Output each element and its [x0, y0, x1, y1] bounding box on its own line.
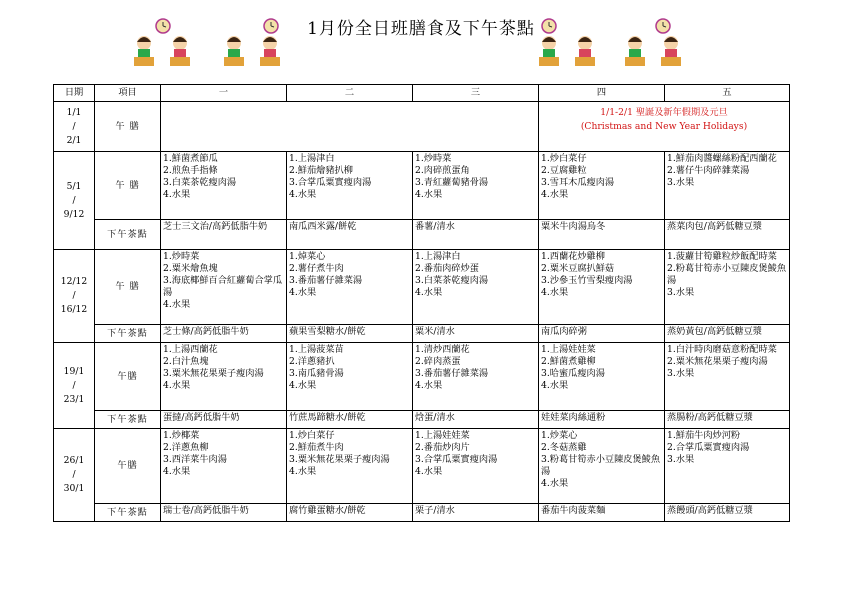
lunch-cell: 1.炒白菜仔 2.鮮茄煮牛肉 3.粟米無花果栗子瘦肉湯 4.水果 — [287, 429, 413, 504]
holiday-date: 1/1 / 2/1 — [54, 102, 95, 152]
child-figure-icon — [625, 36, 645, 66]
holiday-notice: 1/1-2/1 聖誕及新年假期及元旦 (Christmas and New Year Holidays) — [539, 102, 790, 152]
tea-cell: 瑞士卷/高鈣低脂牛奶 — [161, 504, 287, 522]
clock-left2-icon — [264, 19, 278, 33]
child-figure-icon — [575, 36, 595, 66]
tea-label: 下午茶點 — [95, 504, 161, 522]
tea-cell: 蘋果雪梨糖水/餅乾 — [287, 325, 413, 343]
lunch-cell: 1.菠蘿甘筍雞粒炒飯配時菜 2.粉葛甘筍赤小豆陳皮煲鯪魚湯 3.水果 — [665, 250, 790, 325]
header-wed: 三 — [413, 85, 539, 102]
lunch-cell: 1.上湯津白 2.番茄肉碎炒蛋 3.白菜茶乾瘦肉湯 4.水果 — [413, 250, 539, 325]
week-tea-row — [54, 325, 790, 343]
child-figure-icon — [260, 36, 280, 66]
header-date: 日期 — [54, 85, 95, 102]
lunch-label: 午膳 — [95, 343, 161, 411]
clock-left-icon — [156, 19, 170, 33]
tea-cell: 蒸腸粉/高鈣低糖豆漿 — [665, 411, 790, 429]
header-mon: 一 — [161, 85, 287, 102]
menu-table — [53, 84, 790, 522]
tea-cell: 南瓜西米露/餅乾 — [287, 220, 413, 250]
week-tea-row — [54, 220, 790, 250]
holiday-lunch-label: 午 膳 — [95, 102, 161, 152]
lunch-cell: 1.上湯娃娃菜 2.鮮菌煮雞柳 3.哈蜜瓜瘦肉湯 4.水果 — [539, 343, 665, 411]
tea-label: 下午茶點 — [95, 325, 161, 343]
tea-cell: 蒸菜肉包/高鈣低糖豆漿 — [665, 220, 790, 250]
lunch-cell: 1.上湯津白 2.鮮茄燴豬扒柳 3.合掌瓜粟實瘦肉湯 4.水果 — [287, 152, 413, 220]
week-tea-row — [54, 504, 790, 522]
tea-cell: 腐竹雞蛋糖水/餅乾 — [287, 504, 413, 522]
lunch-cell: 1.炒時菜 2.粟米燴魚塊 3.海底椰鮮百合紅蘿蔔合掌瓜湯 4.水果 — [161, 250, 287, 325]
lunch-cell: 1.西蘭花炒雞柳 2.粟米豆腐扒鮮菇 3.沙參玉竹雪梨瘦肉湯 4.水果 — [539, 250, 665, 325]
tea-cell: 栗子/清水 — [413, 504, 539, 522]
page-title: 1月份全日班膳食及下午茶點 — [307, 19, 535, 39]
lunch-label: 午膳 — [95, 429, 161, 504]
tea-cell: 蛋撻/高鈣低脂牛奶 — [161, 411, 287, 429]
tea-cell: 番薯/清水 — [413, 220, 539, 250]
header-fri: 五 — [665, 85, 790, 102]
lunch-cell: 1.焯菜心 2.薯仔煮牛肉 3.番茄薯仔雜菜湯 4.水果 — [287, 250, 413, 325]
lunch-cell: 1.炒白菜仔 2.豆腐雞粒 3.雪耳木瓜瘦肉湯 4.水果 — [539, 152, 665, 220]
tea-cell: 焓蛋/清水 — [413, 411, 539, 429]
lunch-cell: 1.鮮菌煮節瓜 2.煎魚手指條 3.白菜茶乾瘦肉湯 4.水果 — [161, 152, 287, 220]
clock-right-icon — [542, 19, 556, 33]
child-figure-icon — [661, 36, 681, 66]
tea-cell: 芝士三文治/高鈣低脂牛奶 — [161, 220, 287, 250]
tea-cell: 蒸饅頭/高鈣低糖豆漿 — [665, 504, 790, 522]
lunch-cell: 1.上湯菠菜苗 2.洋蔥豬扒 3.南瓜豬骨湯 4.水果 — [287, 343, 413, 411]
lunch-cell: 1.白汁時肉磨菇意粉配時菜 2.粟米無花果栗子瘦肉湯 3.水果 — [665, 343, 790, 411]
week-lunch-row — [54, 343, 790, 411]
week-lunch-row — [54, 429, 790, 504]
tea-cell: 南瓜肉碎粥 — [539, 325, 665, 343]
week-date: 5/1 / 9/12 — [54, 152, 95, 250]
tea-cell: 粟米牛肉湯烏冬 — [539, 220, 665, 250]
lunch-cell: 1.上湯娃娃菜 2.番茄炒肉片 3.合掌瓜粟實瘦肉湯 4.水果 — [413, 429, 539, 504]
week-date: 26/1 / 30/1 — [54, 429, 95, 522]
tea-cell: 番茄牛肉菠菜麵 — [539, 504, 665, 522]
header-thu: 四 — [539, 85, 665, 102]
child-figure-icon — [539, 36, 559, 66]
lunch-cell: 1.鮮茄肉醬螺絲粉配西蘭花 2.薯仔牛肉碎雜菜湯 3.水果 — [665, 152, 790, 220]
header-row — [54, 85, 790, 102]
header-tue: 二 — [287, 85, 413, 102]
header-item: 項目 — [95, 85, 161, 102]
lunch-label: 午 膳 — [95, 152, 161, 220]
lunch-cell: 1.炒時菜 2.肉碎煎蛋角 3.青紅蘿蔔豬骨湯 4.水果 — [413, 152, 539, 220]
week-date: 19/1 / 23/1 — [54, 343, 95, 429]
lunch-cell: 1.鮮茄牛肉炒河粉 2.合掌瓜粟實瘦肉湯 3.水果 — [665, 429, 790, 504]
tea-cell: 娃娃菜肉絲通粉 — [539, 411, 665, 429]
tea-cell: 粟米/清水 — [413, 325, 539, 343]
tea-cell: 竹蔗馬蹄糖水/餅乾 — [287, 411, 413, 429]
tea-label: 下午茶點 — [95, 220, 161, 250]
lunch-cell: 1.清炒西蘭花 2.碎肉蒸蛋 3.番茄薯仔雜菜湯 4.水果 — [413, 343, 539, 411]
lunch-cell: 1.炒菜心 2.冬菇蒸雞 3.粉葛甘筍赤小豆陳皮煲鯪魚湯 4.水果 — [539, 429, 665, 504]
clock-right2-icon — [656, 19, 670, 33]
holiday-empty-cell — [161, 102, 539, 152]
week-tea-row — [54, 411, 790, 429]
child-figure-icon — [134, 36, 154, 66]
tea-label: 下午茶點 — [95, 411, 161, 429]
lunch-cell: 1.上湯西蘭花 2.白汁魚塊 3.粟米無花果栗子瘦肉湯 4.水果 — [161, 343, 287, 411]
lunch-cell: 1.炒椰菜 2.洋蔥魚柳 3.西洋菜牛肉湯 4.水果 — [161, 429, 287, 504]
lunch-label: 午 膳 — [95, 250, 161, 325]
tea-cell: 芝士條/高鈣低脂牛奶 — [161, 325, 287, 343]
child-figure-icon — [170, 36, 190, 66]
week-date: 12/12 / 16/12 — [54, 250, 95, 343]
children-right-illustration — [535, 18, 705, 68]
children-left-illustration — [130, 18, 300, 68]
week-lunch-row — [54, 250, 790, 325]
holiday-row — [54, 102, 790, 152]
tea-cell: 蒸奶黃包/高鈣低糖豆漿 — [665, 325, 790, 343]
child-figure-icon — [224, 36, 244, 66]
week-lunch-row — [54, 152, 790, 220]
